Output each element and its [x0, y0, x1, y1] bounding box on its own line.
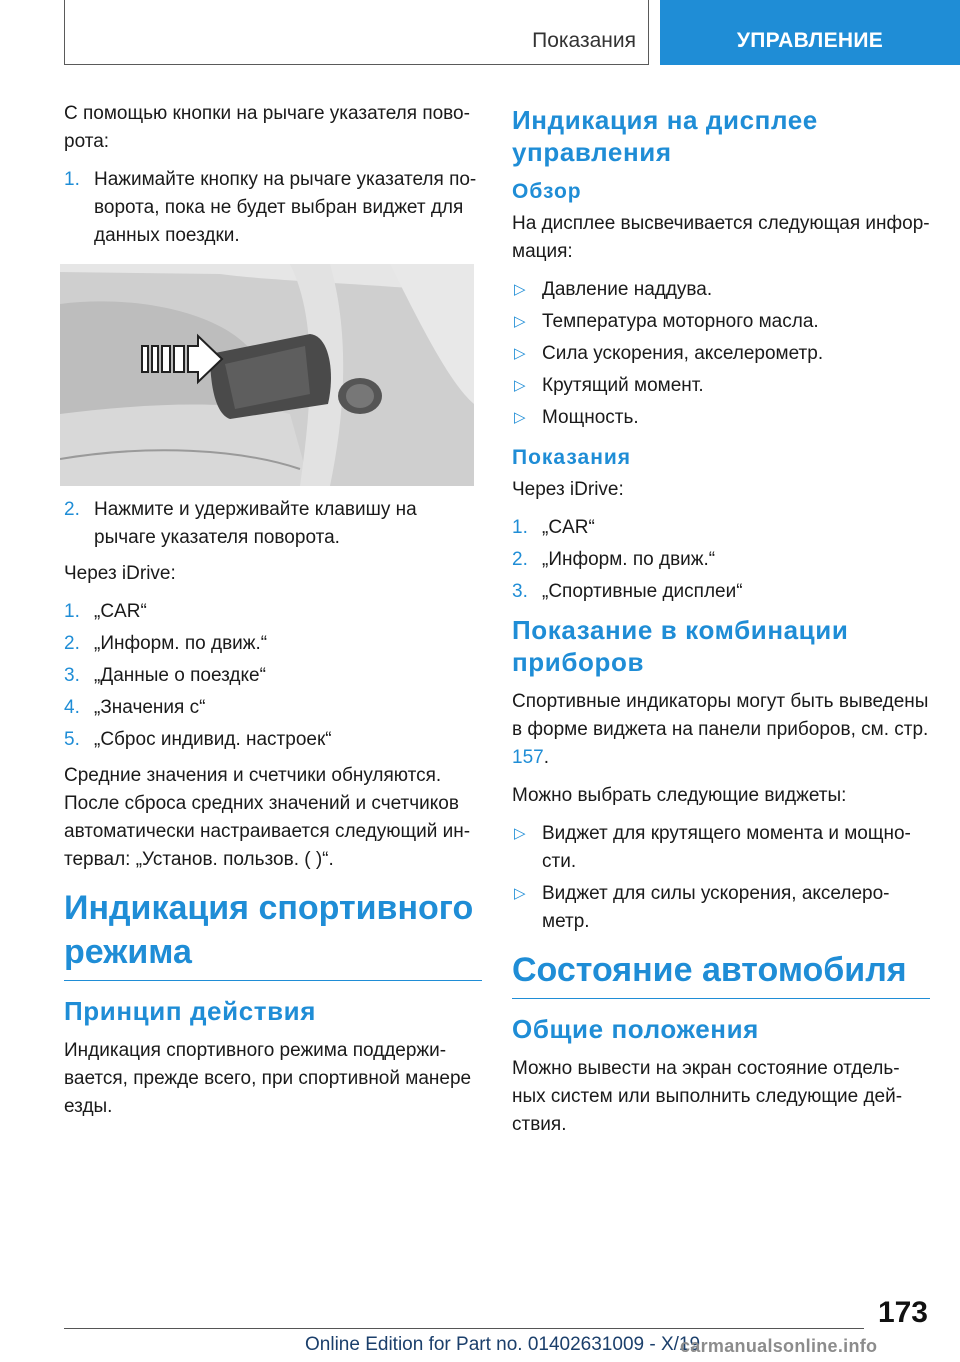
list-item-text: „Данные о поездке“ [94, 665, 266, 686]
triangle-bullet-icon: ▷ [514, 281, 526, 298]
vehicle-status-section-title: Состояние автомобиля [512, 948, 930, 999]
readings-heading: Показания [512, 446, 632, 469]
list-item-text: Крутящий момент. [542, 375, 704, 396]
footer-divider [64, 1328, 864, 1329]
watermark: carmanualsonline.info [680, 1336, 878, 1356]
list-item-text: „Спортивные дисплеи“ [542, 581, 743, 602]
readings-idrive-label: Через iDrive: [512, 479, 624, 500]
intro-paragraph: С помощью кнопки на рычаге указателя пово- рота: [64, 103, 470, 152]
list-item [512, 880, 930, 936]
list-item-text: „CAR“ [94, 601, 147, 622]
list-item-number: 1. [64, 601, 80, 622]
list-item-text: „Значения с“ [94, 697, 206, 718]
cluster-paragraph [512, 688, 930, 772]
readings-steps-list [512, 514, 930, 606]
header-section-title: Показания [532, 29, 636, 52]
principle-heading: Принцип действия [64, 996, 317, 1026]
list-item-text: „Информ. по движ.“ [542, 549, 716, 570]
idrive-steps-list [64, 598, 482, 754]
list-item-number: 5. [64, 729, 80, 750]
widgets-list [512, 820, 930, 936]
steps-list-1 [64, 166, 482, 250]
triangle-bullet-icon: ▷ [514, 825, 526, 842]
lever-button-image [60, 264, 474, 486]
left-column [64, 100, 482, 1131]
list-item [64, 166, 482, 250]
footer-edition: Online Edition for Part no. 01402631009 - X/19 [305, 1334, 701, 1355]
list-item [512, 514, 930, 542]
page-number: 173 [877, 1296, 928, 1329]
list-item-number: 2. [64, 633, 80, 654]
list-item-number: 2. [64, 499, 80, 520]
list-item [64, 630, 482, 658]
sport-mode-section-title: Индикация спортивного режима [64, 886, 482, 981]
cluster-heading: Показание в комбинации приборов [512, 615, 849, 677]
list-item [512, 546, 930, 574]
list-item-text: Мощность. [542, 407, 639, 428]
list-item-text: Виджет для крутящего момента и мощно- сти. [542, 823, 911, 872]
steps-list-2 [64, 496, 482, 552]
list-item [512, 372, 930, 400]
list-item-number: 1. [64, 169, 80, 190]
list-item-number: 3. [512, 581, 528, 602]
triangle-bullet-icon: ▷ [514, 885, 526, 902]
general-heading: Общие положения [512, 1014, 759, 1044]
list-item-text: „Сброс индивид. настроек“ [94, 729, 332, 750]
header-chapter-tab [660, 0, 960, 65]
list-item-text: Сила ускорения, акселерометр. [542, 343, 824, 364]
cluster-text: Спортивные индикаторы могут быть выведены в форме виджета на панели приборов, см. стр. [512, 691, 929, 740]
list-item-number: 1. [512, 517, 528, 538]
header-chapter-title: УПРАВЛЕНИЕ [736, 29, 884, 52]
list-item-text: „Информ. по движ.“ [94, 633, 268, 654]
triangle-bullet-icon: ▷ [514, 377, 526, 394]
list-item [512, 276, 930, 304]
list-item-text: „CAR“ [542, 517, 595, 538]
list-item [512, 820, 930, 876]
general-paragraph: Можно вывести на экран состояние отдель- ных систем или выполнить следующие дей- ствия. [512, 1058, 903, 1135]
idrive-label: Через iDrive: [64, 563, 176, 584]
list-item [512, 578, 930, 606]
list-item [64, 726, 482, 754]
list-item [64, 662, 482, 690]
right-column [512, 100, 930, 1149]
list-item-number: 3. [64, 665, 80, 686]
cluster-text-end: . [543, 747, 549, 768]
list-item-text: Виджет для силы ускорения, акселеро- метр. [542, 883, 890, 932]
display-heading: Индикация на дисплее управления [512, 105, 818, 167]
overview-heading: Обзор [512, 180, 582, 203]
list-item [512, 308, 930, 336]
list-item-number: 2. [512, 549, 528, 570]
list-item-text: Нажмите и удерживайте клавишу на рычаге указателя поворота. [94, 499, 417, 548]
triangle-bullet-icon: ▷ [514, 345, 526, 362]
list-item [512, 404, 930, 432]
list-item [64, 496, 482, 552]
principle-paragraph: Индикация спортивного режима поддержи- вается, прежде всего, при спортивной манере езды. [64, 1040, 472, 1117]
widgets-intro: Можно выбрать следующие виджеты: [512, 785, 847, 806]
list-item [512, 340, 930, 368]
list-item-text: Давление наддува. [542, 279, 713, 300]
list-item [64, 694, 482, 722]
reset-note: Средние значения и счетчики обнуляются. После сброса средних значений и счетчиков автоматически настраивается следующий ин- тервал: „Установ. пользов. ( )“. [64, 765, 471, 870]
list-item-number: 4. [64, 697, 80, 718]
list-item [64, 598, 482, 626]
triangle-bullet-icon: ▷ [514, 313, 526, 330]
overview-paragraph: На дисплее высвечивается следующая инфор- мация: [512, 213, 930, 262]
overview-list [512, 276, 930, 432]
turn-signal-lever-illustration [60, 264, 474, 486]
triangle-bullet-icon: ▷ [514, 409, 526, 426]
header-section-box [64, 0, 649, 65]
list-item-text: Нажимайте кнопку на рычаге указателя по- ворота, пока не будет выбран виджет для данных поездки. [94, 169, 477, 246]
page-reference-link[interactable]: 157 [512, 747, 544, 768]
list-item-text: Температура моторного масла. [542, 311, 819, 332]
